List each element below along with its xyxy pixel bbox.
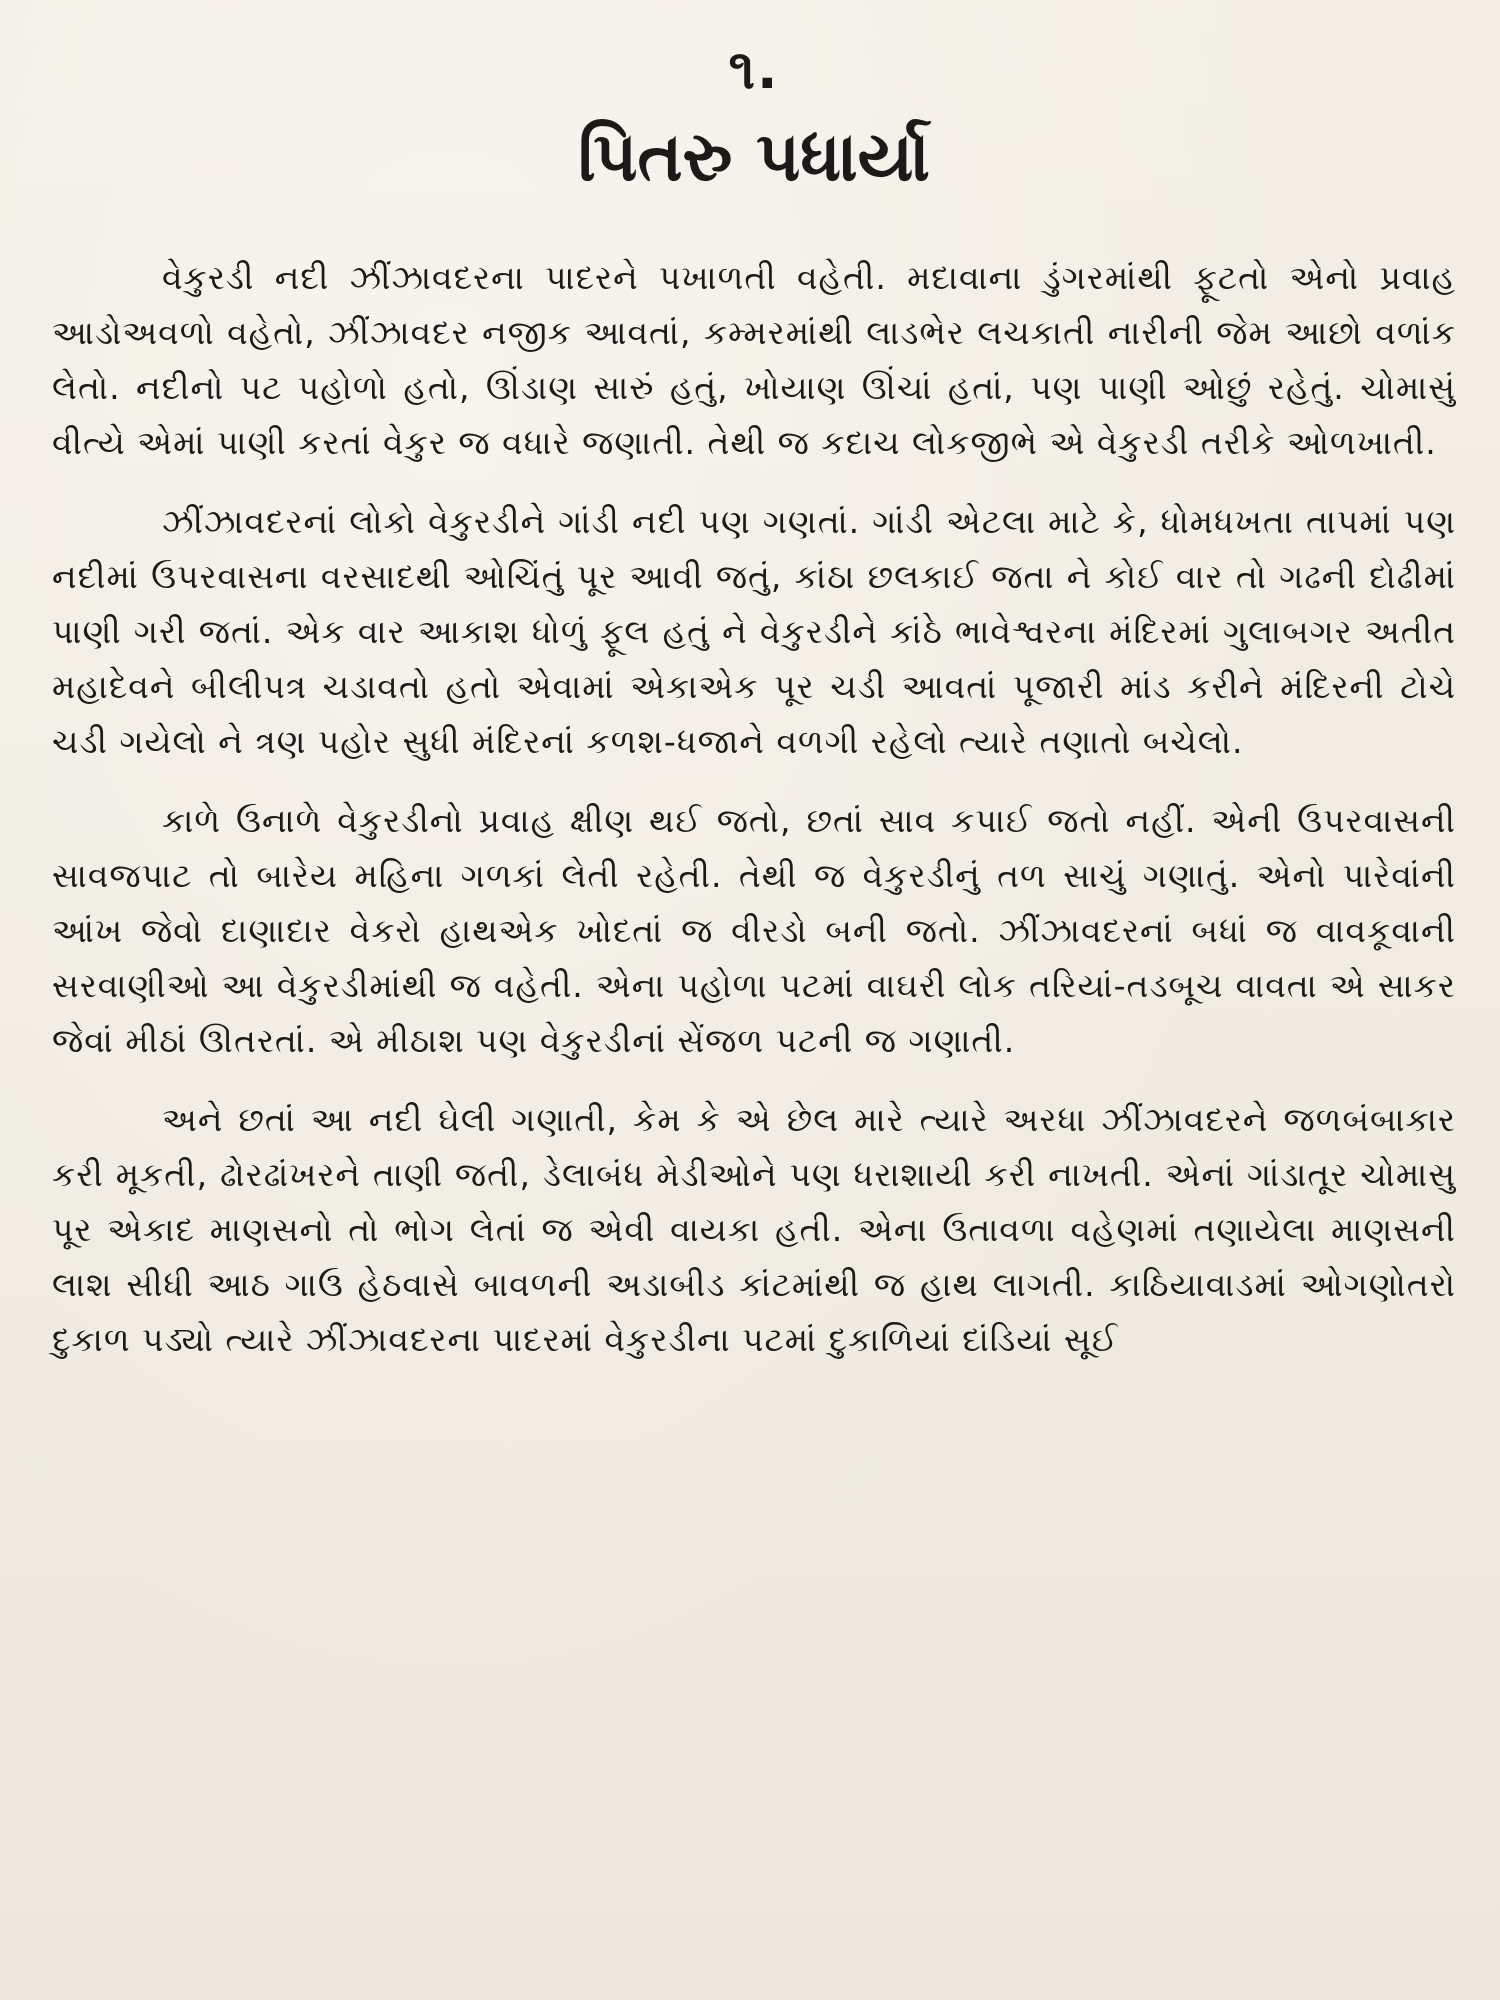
paragraph-3: કાળે ઉનાળે વેકુરડીનો પ્રવાહ ક્ષીણ થઈ જતો, છતાં સાવ કપાઈ જતો નહીં. એની ઉપરવાસની સાવજપાટ તો બારેય મહિના ગળકાં લેતી રહેતી. તેથી જ વેકુરડીનું તળ સાચું ગણાતું. એનો પારેવાંની આંખ જેવો દાણાદાર વેકરો હાથએક ખોદતાં જ વીરડો બની જતો. ઝીંઝાવદરનાં બધાં જ વાવકૂવાની સરવાણીઓ આ વેકુરડીમાંથી જ વહેતી. એના પહોળા પટમાં વાઘરી લોક તરિયાં-તડબૂચ વાવતા એ સાકર જેવાં મીઠાં ઊતરતાં. એ મીઠાશ પણ વેકુરડીનાં સેંજળ પટની જ ગણાતી. <box>52 801 1456 1060</box>
page-content <box>52 36 1456 1367</box>
chapter-title: પિતરુ પધાર્યા <box>577 118 931 197</box>
paragraph-2: ઝીંઝાવદરનાં લોકો વેકુરડીને ગાંડી નદી પણ ગણતાં. ગાંડી એટલા માટે કે, ધોમધખતા તાપમાં પણ નદીમાં ઉપરવાસના વરસાદથી ઓચિંતું પૂર આવી જતું, કાંઠા છલકાઈ જતા ને કોઈ વાર તો ગઢની દોઢીમાં પાણી ગરી જતાં. એક વાર આકાશ ધોળું ફૂલ હતું ને વેકુરડીને કાંઠે ભાવેશ્વરના મંદિરમાં ગુલાબગર અતીત મહાદેવને બીલીપત્ર ચડાવતો હતો એવામાં એકાએક પૂર ચડી આવતાં પૂજારી માંડ કરીને મંદિરની ટોચે ચડી ગયેલો ને ત્રણ પહોર સુધી મંદિરનાં કળશ-ધજાને વળગી રહેલો ત્યારે તણાતો બચેલો. <box>52 502 1456 761</box>
paragraph-4: અને છતાં આ નદી ઘેલી ગણાતી, કેમ કે એ છેલ મારે ત્યારે અરધા ઝીંઝાવદરને જળબંબાકાર કરી મૂકતી, ઢોરઢાંખરને તાણી જતી, ડેલાબંધ મેડીઓને પણ ધરાશાયી કરી નાખતી. એનાં ગાંડાતૂર ચોમાસુ પૂર એકાદ માણસનો તો ભોગ લેતાં જ એવી વાયકા હતી. એના ઉતાવળા વહેણમાં તણાયેલા માણસની લાશ સીધી આઠ ગાઉ હેઠવાસે બાવળની અડાબીડ કાંટમાંથી જ હાથ લાગતી. કાઠિયાવાડમાં ઓગણોતરો દુકાળ પડ્યો ત્યારે ઝીંઝાવદરના પાદરમાં વેકુરડીના પટમાં દુકાળિયાં દાંડિયાં સૂઈ <box>52 1100 1456 1359</box>
paragraph-1: વેકુરડી નદી ઝીંઝાવદરના પાદરને પખાળતી વહેતી. મદાવાના ડુંગરમાંથી ફૂટતો એનો પ્રવાહ આડોઅવળો વહેતો, ઝીંઝાવદર નજીક આવતાં, કમ્મરમાંથી લાડભેર લચકાતી નારીની જેમ આછો વળાંક લેતો. નદીનો પટ પહોળો હતો, ઊંડાણ સારું હતું, ખોયાણ ઊંચાં હતાં, પણ પાણી ઓછું રહેતું. ચોમાસું વીત્યે એમાં પાણી કરતાં વેકુર જ વધારે જણાતી. તેથી જ કદાચ લોકજીભે એ વેકુરડી તરીકે ઓળખાતી. <box>52 258 1456 462</box>
chapter-number: ૧. <box>728 38 780 101</box>
